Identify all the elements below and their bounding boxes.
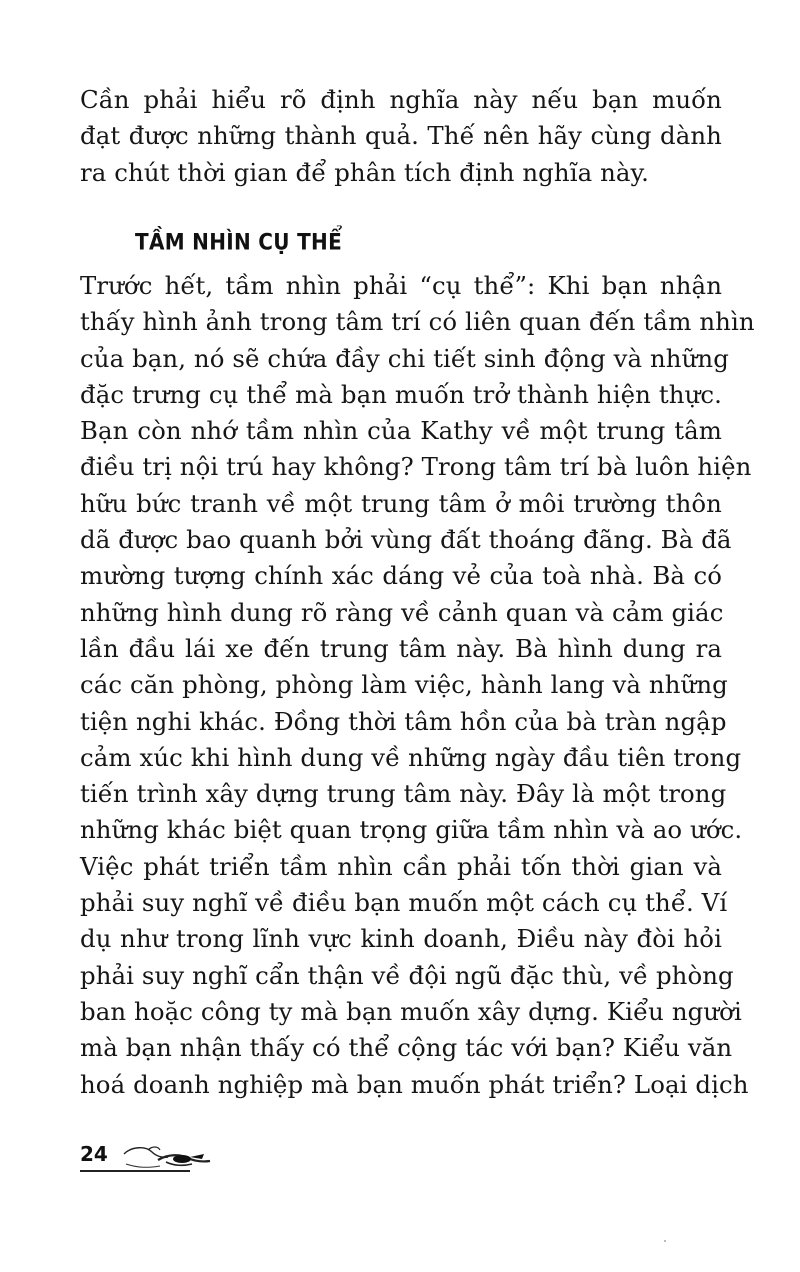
text-line: cảm xúc khi hình dung về những ngày đầu tiên trong: [80, 742, 742, 772]
text-line: Trước hết, tầm nhìn phải “cụ thể”: Khi bạn nhận: [80, 271, 722, 300]
swimmer-icon: [118, 1142, 218, 1176]
text-line: thấy hình ảnh trong tâm trí có liên quan đến tầm nhìn: [80, 307, 755, 337]
text-line: dụ như trong lĩnh vực kinh doanh, Điều này đòi hỏi: [80, 924, 722, 954]
text-line: phải suy nghĩ về điều bạn muốn một cách cụ thể. Ví: [80, 888, 728, 918]
intro-paragraph: [80, 82, 722, 191]
text-line: những hình dung rõ ràng về cảnh quan và cảm giác: [80, 597, 724, 627]
text-line: Cần phải hiểu rõ định nghĩa này nếu bạn muốn: [80, 85, 722, 114]
text-line: tiện nghi khác. Đồng thời tâm hồn của bà tràn ngập: [80, 706, 727, 736]
text-line: phải suy nghĩ cẩn thận về đội ngũ đặc thù, về phòng: [80, 960, 734, 990]
text-line: những khác biệt quan trọng giữa tầm nhìn và ao ước.: [80, 815, 743, 845]
text-line: hữu bức tranh về một trung tâm ở môi trường thôn: [80, 488, 722, 518]
text-line: Bạn còn nhớ tầm nhìn của Kathy về một trung tâm: [80, 416, 722, 446]
text-line: lần đầu lái xe đến trung tâm này. Bà hình dung ra: [80, 633, 722, 663]
text-line: của bạn, nó sẽ chứa đầy chi tiết sinh động và những: [80, 343, 729, 373]
text-line: hoá doanh nghiệp mà bạn muốn phát triển? Loại dịch: [80, 1069, 749, 1099]
text-line: ban hoặc công ty mà bạn muốn xây dựng. Kiểu người: [80, 996, 742, 1026]
text-line: đạt được những thành quả. Thế nên hãy cùng dành: [80, 121, 722, 151]
page-footer: [80, 1138, 220, 1198]
body-paragraph: [80, 268, 755, 1103]
section-heading: TẦM NHÌN CỤ THỂ: [135, 228, 343, 255]
text-line: các căn phòng, phòng làm việc, hành lang và những: [80, 670, 728, 700]
text-line: mường tượng chính xác dáng vẻ của toà nhà. Bà có: [80, 561, 722, 591]
text-line: ra chút thời gian để phân tích định nghĩa này.: [80, 157, 650, 187]
page-number: 24: [80, 1142, 108, 1166]
text-line: tiến trình xây dựng trung tâm này. Đây là một trong: [80, 779, 727, 809]
text-line: điều trị nội trú hay không? Trong tâm trí bà luôn hiện: [80, 452, 752, 482]
text-line: dã được bao quanh bởi vùng đất thoáng đãng. Bà đã: [80, 525, 732, 555]
text-line: mà bạn nhận thấy có thể cộng tác với bạn? Kiểu văn: [80, 1033, 733, 1063]
scan-speck: [664, 1240, 666, 1242]
text-line: đặc trưng cụ thể mà bạn muốn trở thành hiện thực.: [80, 379, 722, 409]
text-line: Việc phát triển tầm nhìn cần phải tốn thời gian và: [80, 851, 722, 881]
